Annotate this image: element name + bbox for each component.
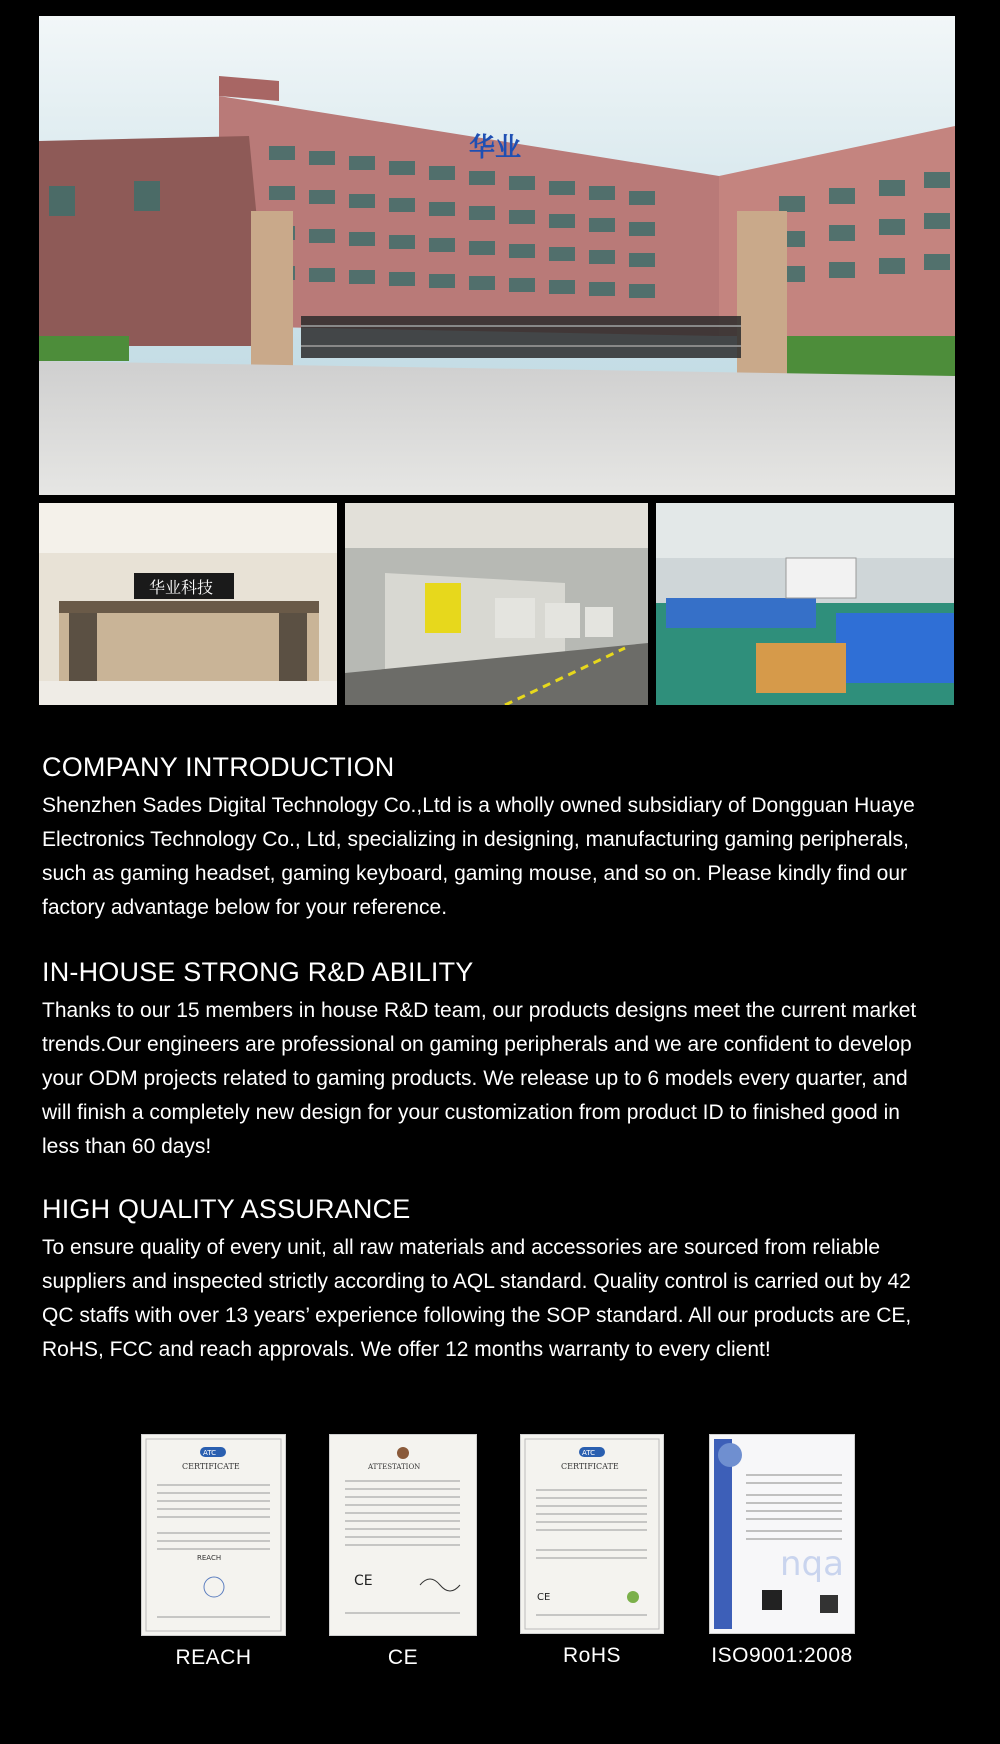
section-body: To ensure quality of every unit, all raw materials and accessories are sourced from reliable suppliers and inspected strictly according to AQL standard. Quality control is carried out by 42 QC staffs with over 13 years’ experience following the SOP standard. All our products are CE, RoHS, FCC and reach approvals. We offer 12 months warranty to every client! bbox=[42, 1236, 912, 1361]
section-title: COMPANY INTRODUCTION bbox=[42, 752, 395, 782]
cert-label: RoHS bbox=[562, 1644, 622, 1667]
cert-heading: CERTIFICATE bbox=[182, 1462, 240, 1471]
section-title: IN-HOUSE STRONG R&D ABILITY bbox=[42, 957, 474, 987]
certificate-rohs bbox=[520, 1434, 664, 1668]
certificate-image bbox=[709, 1434, 855, 1634]
certificate-iso9001 bbox=[709, 1434, 855, 1668]
svg-text:nqa: nqa bbox=[780, 1544, 844, 1584]
reception-sign: 华业科技 bbox=[149, 578, 214, 597]
rd-ability-section bbox=[42, 957, 962, 1164]
cert-label: CE bbox=[387, 1646, 419, 1669]
certificate-image bbox=[520, 1434, 664, 1634]
building-sign: 华业 bbox=[469, 133, 522, 163]
cert-badge: ATC bbox=[203, 1449, 216, 1457]
injection-workshop-photo bbox=[345, 503, 648, 705]
quality-assurance-section bbox=[42, 1194, 962, 1367]
cert-badge: ATC bbox=[582, 1449, 595, 1457]
certificate-image bbox=[141, 1434, 286, 1636]
assembly-line-photo bbox=[656, 503, 954, 705]
factory-building-photo bbox=[39, 16, 955, 495]
cert-stamp: CE bbox=[354, 1573, 373, 1589]
cert-label: ISO9001:2008 bbox=[711, 1644, 853, 1667]
section-body: Thanks to our 15 members in house R&D team, our products designs meet the current market trends.Our engineers are professional on gaming peripherals and we are confident to develop your ODM projects related to gaming products. We release up to 6 models every quarter, and will finish a completely new design for your customization from product ID to finished good in less than 60 days! bbox=[42, 999, 917, 1158]
cert-heading: CERTIFICATE bbox=[561, 1462, 619, 1471]
certificate-image bbox=[329, 1434, 477, 1636]
cert-stamp: CE bbox=[537, 1592, 551, 1603]
reception-photo bbox=[39, 503, 337, 705]
certificate-ce bbox=[329, 1434, 477, 1670]
cert-label: REACH bbox=[175, 1646, 252, 1669]
section-title: HIGH QUALITY ASSURANCE bbox=[42, 1194, 411, 1224]
cert-heading: ATTESTATION bbox=[368, 1463, 421, 1471]
company-introduction-section bbox=[42, 752, 962, 925]
certificate-reach bbox=[141, 1434, 286, 1670]
svg-text:REACH: REACH bbox=[197, 1554, 222, 1562]
section-body: Shenzhen Sades Digital Technology Co.,Ltd is a wholly owned subsidiary of Dongguan Huaye Electronics Technology Co., Ltd, specializing in designing, manufacturing gaming peripherals, such as gaming headset, gaming keyboard, gaming mouse, and so on. Please kindly find our factory advantage below for your reference. bbox=[42, 794, 915, 919]
